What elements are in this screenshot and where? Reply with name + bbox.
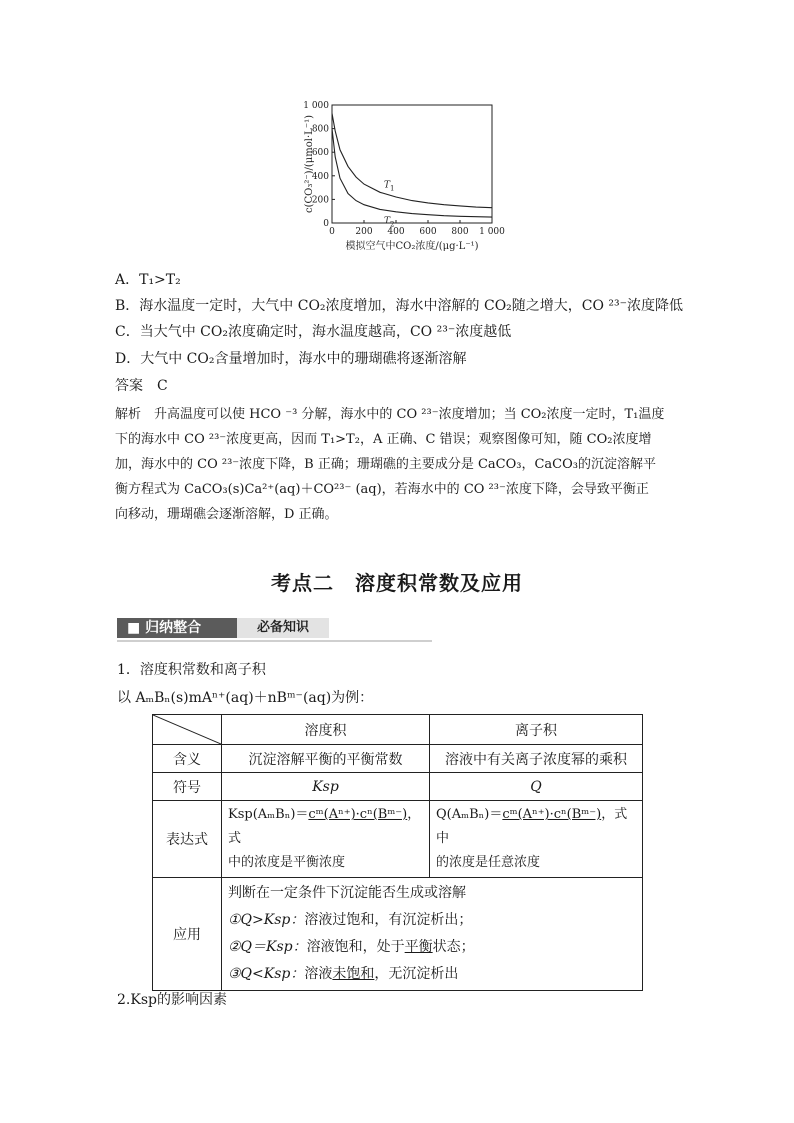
- y-tick-label: 1 000: [303, 101, 329, 111]
- explanation-line: 向移动，珊瑚礁会逐渐溶解，D 正确。: [115, 507, 338, 522]
- x-tick-label: 200: [355, 227, 373, 237]
- banner-sublabel: 必备知识: [237, 618, 329, 638]
- x-axis-label: 模拟空气中CO₂浓度/(μg·L⁻¹): [345, 241, 479, 252]
- explanation-line: 解析 升高温度可以使 HCO ⁻³ 分解，海水中的 CO ²³⁻浓度增加；当 CO₂浓度一定时，T₁温度: [115, 407, 665, 422]
- y-tick-label: 800: [311, 124, 329, 135]
- series-line-t2: [332, 129, 492, 218]
- banner-label: ■ 归纳整合: [117, 618, 237, 638]
- y-tick-label: 600: [311, 148, 329, 159]
- application-case-3: ③Q<Ksp：溶液未饱和，无沉淀析出: [228, 966, 459, 982]
- x-tick-label: 400: [387, 227, 405, 237]
- explanation-line: 下的海水中 CO ²³⁻浓度更高，因而 T₁>T₂，A 正确、C 错误；观察图像可知，随 CO₂浓度增: [115, 432, 652, 447]
- diagonal-header-cell: [153, 715, 222, 745]
- x-tick-label: 1 000: [479, 227, 505, 237]
- row-label: 表达式: [153, 801, 222, 878]
- y-tick-label: 400: [311, 171, 329, 182]
- series-label-t1: $T_1$: [384, 180, 395, 193]
- ksp-symbol: Ksp: [222, 773, 430, 801]
- x-tick-label: 800: [451, 227, 469, 237]
- table-header-row: [153, 715, 643, 745]
- header-ksp: 溶度积: [222, 715, 430, 745]
- ksp-expression: [222, 801, 430, 878]
- option-c: C．当大气中 CO₂浓度确定时，海水温度越高，CO ²³⁻浓度越低: [115, 324, 512, 340]
- q-meaning: 溶液中有关离子浓度幂的乘积: [430, 745, 643, 773]
- y-tick-label: 200: [311, 195, 329, 206]
- table-row: [153, 801, 643, 878]
- explanation-line: 衡方程式为 CaCO₃(s)Ca²⁺(aq)＋CO²³⁻ (aq)，若海水中的 CO ²³⁻浓度下降，会导致平衡正: [115, 482, 649, 497]
- answer: 答案 C: [115, 378, 168, 394]
- x-tick-label: 0: [329, 227, 335, 237]
- table-row: [153, 745, 643, 773]
- ksp-q-table: [152, 714, 643, 991]
- item1-title: 1．溶度积常数和离子积: [117, 662, 266, 678]
- knowledge-banner: [117, 618, 432, 644]
- ksp-expr-rhs: cᵐ(Aⁿ⁺)·cⁿ(Bᵐ⁻): [308, 807, 408, 822]
- diagonal-line: [153, 715, 221, 744]
- option-b: B．海水温度一定时，大气中 CO₂浓度增加，海水中溶解的 CO₂随之增大，CO ²³⁻浓度降低: [115, 298, 684, 314]
- application-case-1: ①Q>Ksp：溶液过饱和，有沉淀析出；: [228, 912, 473, 928]
- header-q: 离子积: [430, 715, 643, 745]
- q-expr-lhs: Q(AₘBₙ)＝: [436, 807, 503, 822]
- section-title: 考点二 溶度积常数及应用: [271, 571, 523, 595]
- q-expr-rhs: cᵐ(Aⁿ⁺)·cⁿ(Bᵐ⁻): [502, 807, 602, 822]
- explanation: [115, 402, 663, 527]
- ksp-expr-lhs: Ksp(AₘBₙ)＝: [228, 807, 309, 822]
- banner-divider: [117, 640, 432, 642]
- co3-concentration-chart: [300, 95, 515, 265]
- ksp-meaning: 沉淀溶解平衡的平衡常数: [222, 745, 430, 773]
- ksp-expr-note: 中的浓度是平衡浓度: [228, 855, 346, 870]
- example-intro: 以 AₘBₙ(s)mAⁿ⁺(aq)＋nBᵐ⁻(aq)为例：: [117, 690, 374, 706]
- q-expr-note: 的浓度是任意浓度: [436, 855, 541, 870]
- item2-title: 2.Ksp的影响因素: [117, 992, 227, 1008]
- option-a: A．T₁>T₂: [115, 272, 181, 288]
- application-intro: 判断在一定条件下沉淀能否生成或溶解: [228, 885, 466, 901]
- application-case-2: ②Q＝Ksp：溶液饱和，处于平衡状态；: [228, 939, 475, 955]
- table-row: [153, 878, 643, 991]
- series-label-t2: $T_2$: [384, 216, 395, 229]
- y-axis-label: c(CO₃²⁻)/(μmol·L⁻¹): [304, 114, 315, 214]
- plot-frame: [332, 105, 492, 223]
- row-label: 符号: [153, 773, 222, 801]
- q-symbol: Q: [430, 773, 643, 801]
- row-label: 应用: [153, 878, 222, 991]
- x-tick-label: 600: [419, 227, 437, 237]
- y-tick-label: 0: [323, 219, 329, 229]
- explanation-line: 加，海水中的 CO ²³⁻浓度下降，B 正确；珊瑚礁的主要成分是 CaCO₃，CaCO₃的沉淀溶解平: [115, 457, 656, 472]
- row-label: 含义: [153, 745, 222, 773]
- series-line-t1: [332, 113, 492, 207]
- q-expression: [430, 801, 643, 878]
- application-cell: [222, 878, 643, 991]
- option-d: D．大气中 CO₂含量增加时，海水中的珊瑚礁将逐渐溶解: [115, 351, 467, 367]
- table-row: [153, 773, 643, 801]
- ksp-expr-tail: ，式: [228, 807, 421, 846]
- q-expr-tail: ，式中: [436, 807, 628, 846]
